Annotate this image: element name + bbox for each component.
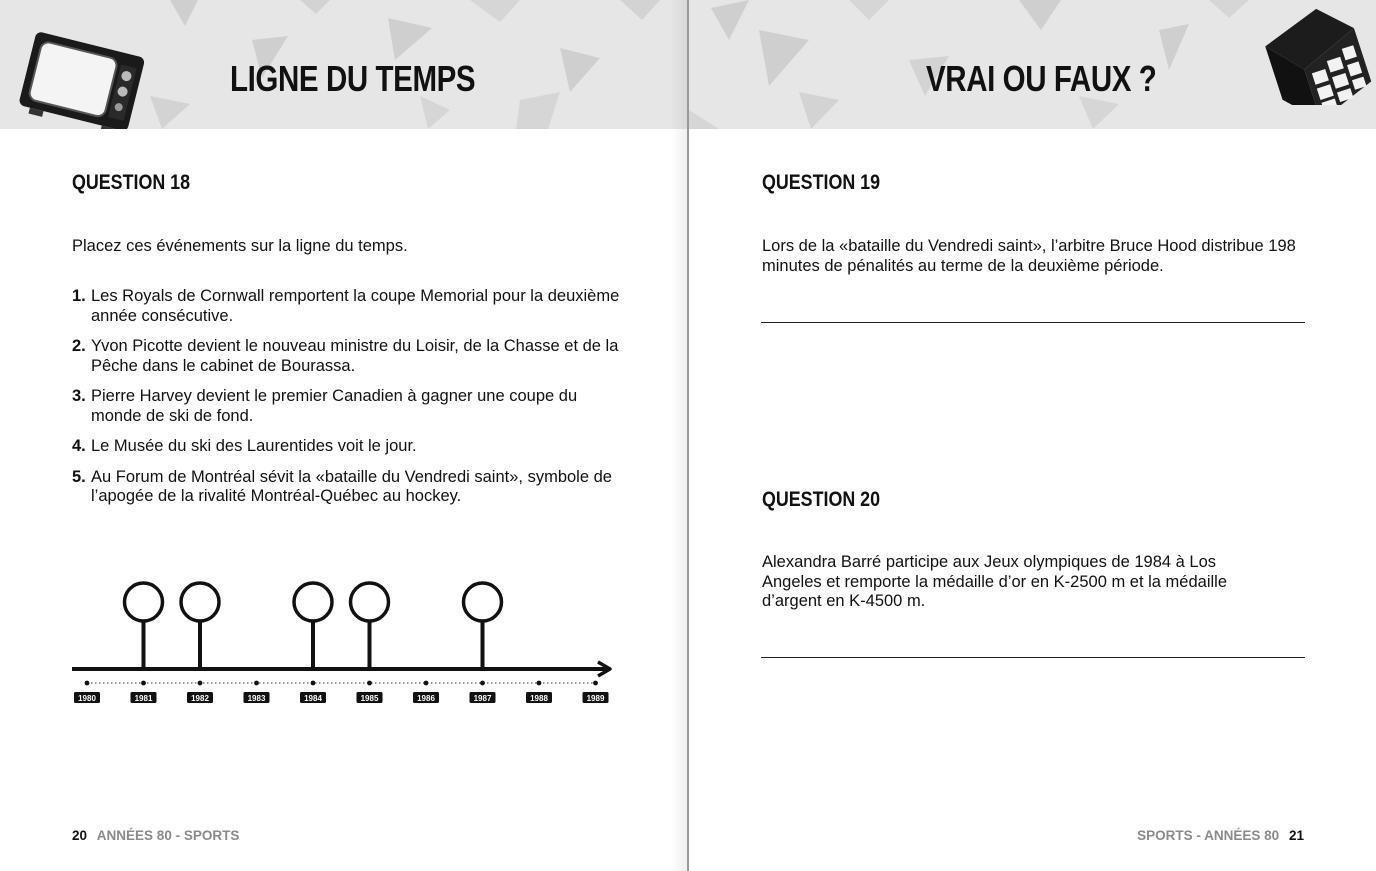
answer-line <box>761 322 1305 323</box>
question-20-text: Alexandra Barré participe aux Jeux olympiques de 1984 à Los Angeles et remporte la médaille d’or en K-2500 m et la médaille d’argent en K-4500 m. <box>762 553 1227 610</box>
timeline-marker-circle <box>294 583 332 621</box>
timeline-year-dot <box>198 681 203 686</box>
event-item <box>72 387 632 426</box>
left-header-banner <box>0 0 688 129</box>
timeline-year-label: 1983 <box>247 694 266 703</box>
event-list <box>72 287 632 518</box>
television-icon <box>8 30 144 129</box>
event-text: Au Forum de Montréal sévit la «bataille du Vendredi saint», symbole de l’apogée de la rivalité Montréal-Québec au hockey. <box>91 467 612 505</box>
event-number: 4. <box>72 437 86 455</box>
instruction-text: Placez ces événements sur la ligne du temps. <box>72 237 408 255</box>
timeline-year-dot <box>85 681 90 686</box>
timeline-year-label: 1989 <box>586 694 605 703</box>
left-footer <box>72 828 239 843</box>
right-footer <box>1137 828 1304 843</box>
event-item <box>72 437 632 457</box>
running-footer-label: SPORTS - ANNÉES 80 <box>1137 828 1280 843</box>
event-item <box>72 287 632 326</box>
spine-shadow-left <box>670 0 687 871</box>
timeline-year-dot <box>141 681 146 686</box>
timeline-year-dot <box>480 681 485 686</box>
rubiks-cube-icon <box>1249 0 1376 105</box>
event-number: 3. <box>72 387 86 405</box>
timeline <box>64 575 624 715</box>
timeline-year-dot <box>593 681 598 686</box>
event-number: 2. <box>72 337 86 355</box>
question-20-title: QUESTION 20 <box>762 488 881 511</box>
page-title: VRAI OU FAUX ? <box>926 58 1157 99</box>
event-item <box>72 337 632 376</box>
event-text: Yvon Picotte devient le nouveau ministre du Loisir, de la Chasse et de la Pêche dans le cabinet de Bourassa. <box>91 337 619 375</box>
timeline-year-label: 1985 <box>360 694 379 703</box>
timeline-marker-circle <box>125 583 163 621</box>
event-text: Pierre Harvey devient le premier Canadien à gagner une coupe du monde de ski de fond. <box>91 387 578 425</box>
timeline-marker-circle <box>464 583 502 621</box>
question-18-title: QUESTION 18 <box>72 171 191 194</box>
right-page <box>689 0 1376 871</box>
timeline-year-label: 1987 <box>473 694 492 703</box>
running-footer-label: ANNÉES 80 - SPORTS <box>96 828 240 843</box>
event-number: 5. <box>72 467 86 486</box>
timeline-year-label: 1980 <box>78 694 96 703</box>
right-header-banner <box>689 0 1376 129</box>
timeline-year-dot <box>311 681 316 686</box>
question-19-text: Lors de la «bataille du Vendredi saint», l’arbitre Bruce Hood distribue 198 minutes de pénalités au terme de la deuxième période. <box>762 237 1296 275</box>
timeline-marker-circle <box>351 583 389 621</box>
page-title: LIGNE DU TEMPS <box>230 58 476 99</box>
page-number: 20 <box>72 828 88 843</box>
timeline-marker-circle <box>181 583 219 621</box>
timeline-year-dot <box>424 681 429 686</box>
timeline-year-label: 1988 <box>530 694 548 703</box>
event-text: Le Musée du ski des Laurentides voit le jour. <box>91 437 417 455</box>
timeline-year-dot <box>367 681 372 686</box>
event-text: Les Royals de Cornwall remportent la coupe Memorial pour la deuxième année consécutive. <box>91 287 620 325</box>
timeline-year-label: 1981 <box>134 694 153 703</box>
answer-line <box>761 657 1305 658</box>
event-item <box>72 468 632 507</box>
timeline-year-label: 1984 <box>304 694 322 703</box>
timeline-year-label: 1982 <box>191 694 209 703</box>
page-number: 21 <box>1288 828 1304 843</box>
timeline-year-label: 1986 <box>417 694 435 703</box>
event-number: 1. <box>72 287 86 305</box>
timeline-year-dot <box>254 681 259 686</box>
timeline-year-dot <box>537 681 542 686</box>
question-19-title: QUESTION 19 <box>762 171 881 194</box>
